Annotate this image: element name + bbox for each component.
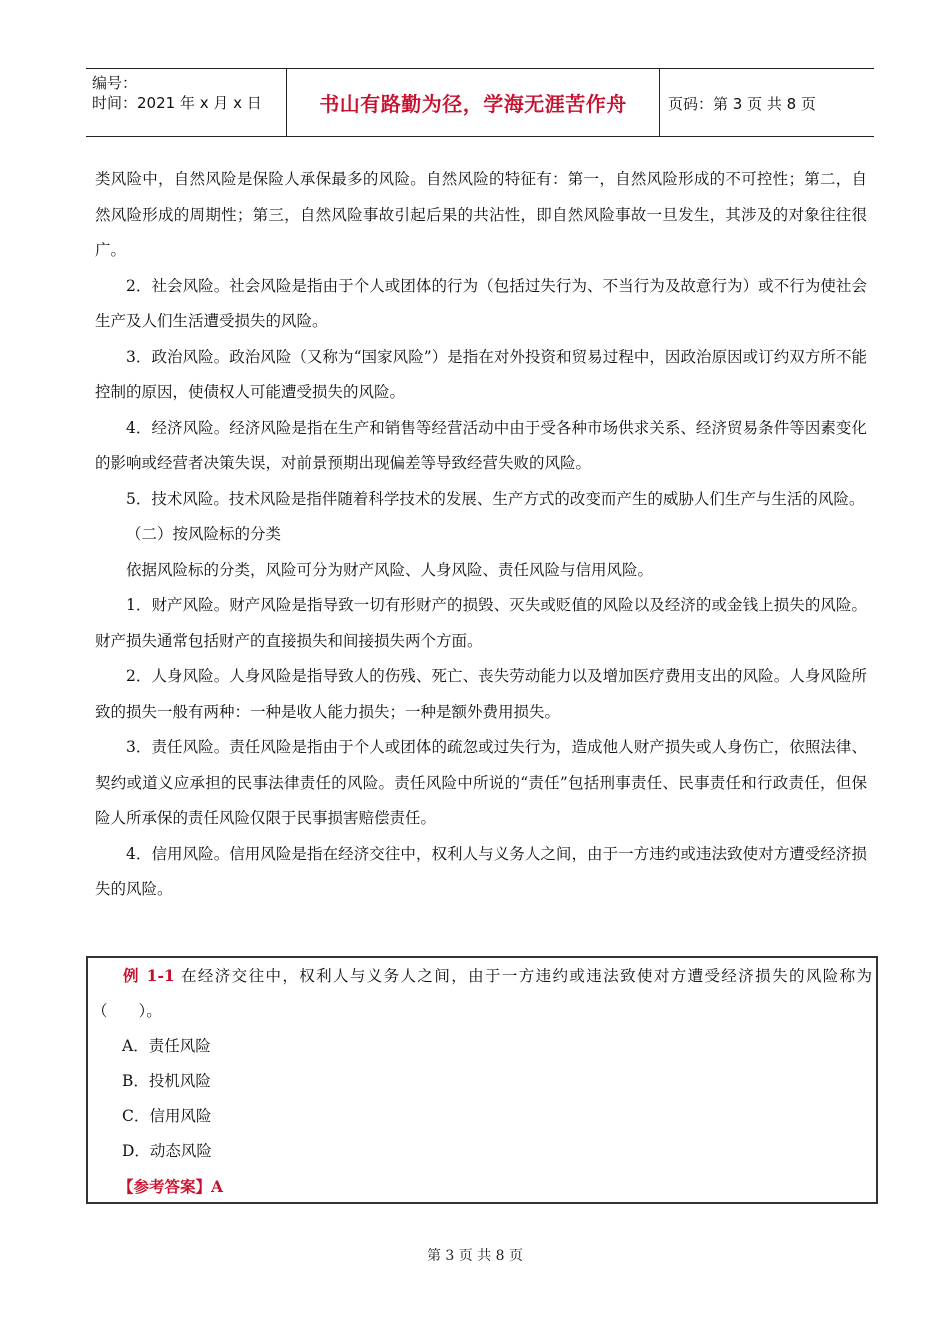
page-footer: 第 3 页 共 8 页: [426, 1248, 524, 1264]
paragraph-classification-intro: 依据风险标的分类，风险可分为财产风险、人身风险、责任风险与信用风险。: [126, 560, 654, 579]
reference-answer: 【参考答案】A: [118, 1177, 224, 1196]
page-header: [86, 68, 874, 137]
paragraph-technical-risk: 5．技术风险。技术风险是指伴随着科学技术的发展、生产方式的改变而产生的威胁人们生产与生活的风险。: [126, 489, 865, 508]
header-page-info: 页码：第 3 页 共 8 页: [668, 95, 816, 113]
paragraph-natural-risk-continued: 类风险中，自然风险是保险人承保最多的风险。自然风险的特征有：第一，自然风险形成的不可控性；第二，自然风险形成的周期性；第三，自然风险事故引起后果的共沾性，即自然风险事故一旦发生，其涉及的对象往往很广。: [95, 170, 867, 259]
document-body: [95, 162, 867, 908]
section-subheading: （二）按风险标的分类: [126, 525, 282, 543]
option-c: C．信用风险: [122, 1107, 212, 1125]
paragraph-political-risk: 3．政治风险。政治风险（又称为“国家风险”）是指在对外投资和贸易过程中，因政治原因或订约双方所不能控制的原因，使债权人可能遭受损失的风险。: [95, 347, 867, 401]
example-label: 例 1-1: [123, 966, 175, 985]
example-question: [92, 958, 872, 1029]
paragraph-social-risk: 2．社会风险。社会风险是指由于个人或团体的行为（包括过失行为、不当行为及故意行为）或不行为使社会生产及人们生活遭受损失的风险。: [95, 276, 867, 330]
option-d: D．动态风险: [122, 1142, 212, 1160]
number-label: 编号：: [92, 74, 138, 92]
paragraph-credit-risk: 4．信用风险。信用风险是指在经济交往中，权利人与义务人之间，由于一方违约或违法致使对方遭受经济损失的风险。: [95, 844, 867, 898]
header-left-block: [92, 73, 262, 113]
option-b: B．投机风险: [122, 1072, 211, 1090]
paragraph-property-risk: 1．财产风险。财产风险是指导致一切有形财产的损毁、灭失或贬值的风险以及经济的或金钱上损失的风险。财产损失通常包括财产的直接损失和间接损失两个方面。: [95, 596, 867, 650]
paragraph-economic-risk: 4．经济风险。经济风险是指在生产和销售等经营活动中由于受各种市场供求关系、经济贸易条件等因素变化的影响或经营者决策失误，对前景预期出现偏差等导致经营失败的风险。: [95, 418, 867, 472]
example-question-text: 在经济交往中，权利人与义务人之间，由于一方违约或违法致使对方遭受经济损失的风险称为（ ）。: [92, 967, 872, 1020]
example-box: [86, 956, 878, 1204]
paragraph-personal-risk: 2．人身风险。人身风险是指导致人的伤残、死亡、丧失劳动能力以及增加医疗费用支出的风险。人身风险所致的损失一般有两种：一种是收人能力损失；一种是额外费用损失。: [95, 667, 867, 721]
time-label: 时间：2021 年 x 月 x 日: [92, 94, 262, 112]
paragraph-liability-risk: 3．责任风险。责任风险是指由于个人或团体的疏忽或过失行为，造成他人财产损失或人身伤亡，依照法律、契约或道义应承担的民事法律责任的风险。责任风险中所说的“责任”包括刑事责任、民事责任和行政责任，但保险人所承保的责任风险仅限于民事损害赔偿责任。: [95, 738, 867, 827]
option-a: A．责任风险: [122, 1037, 211, 1055]
header-motto: 书山有路勤为径，学海无涯苦作舟: [286, 69, 660, 136]
